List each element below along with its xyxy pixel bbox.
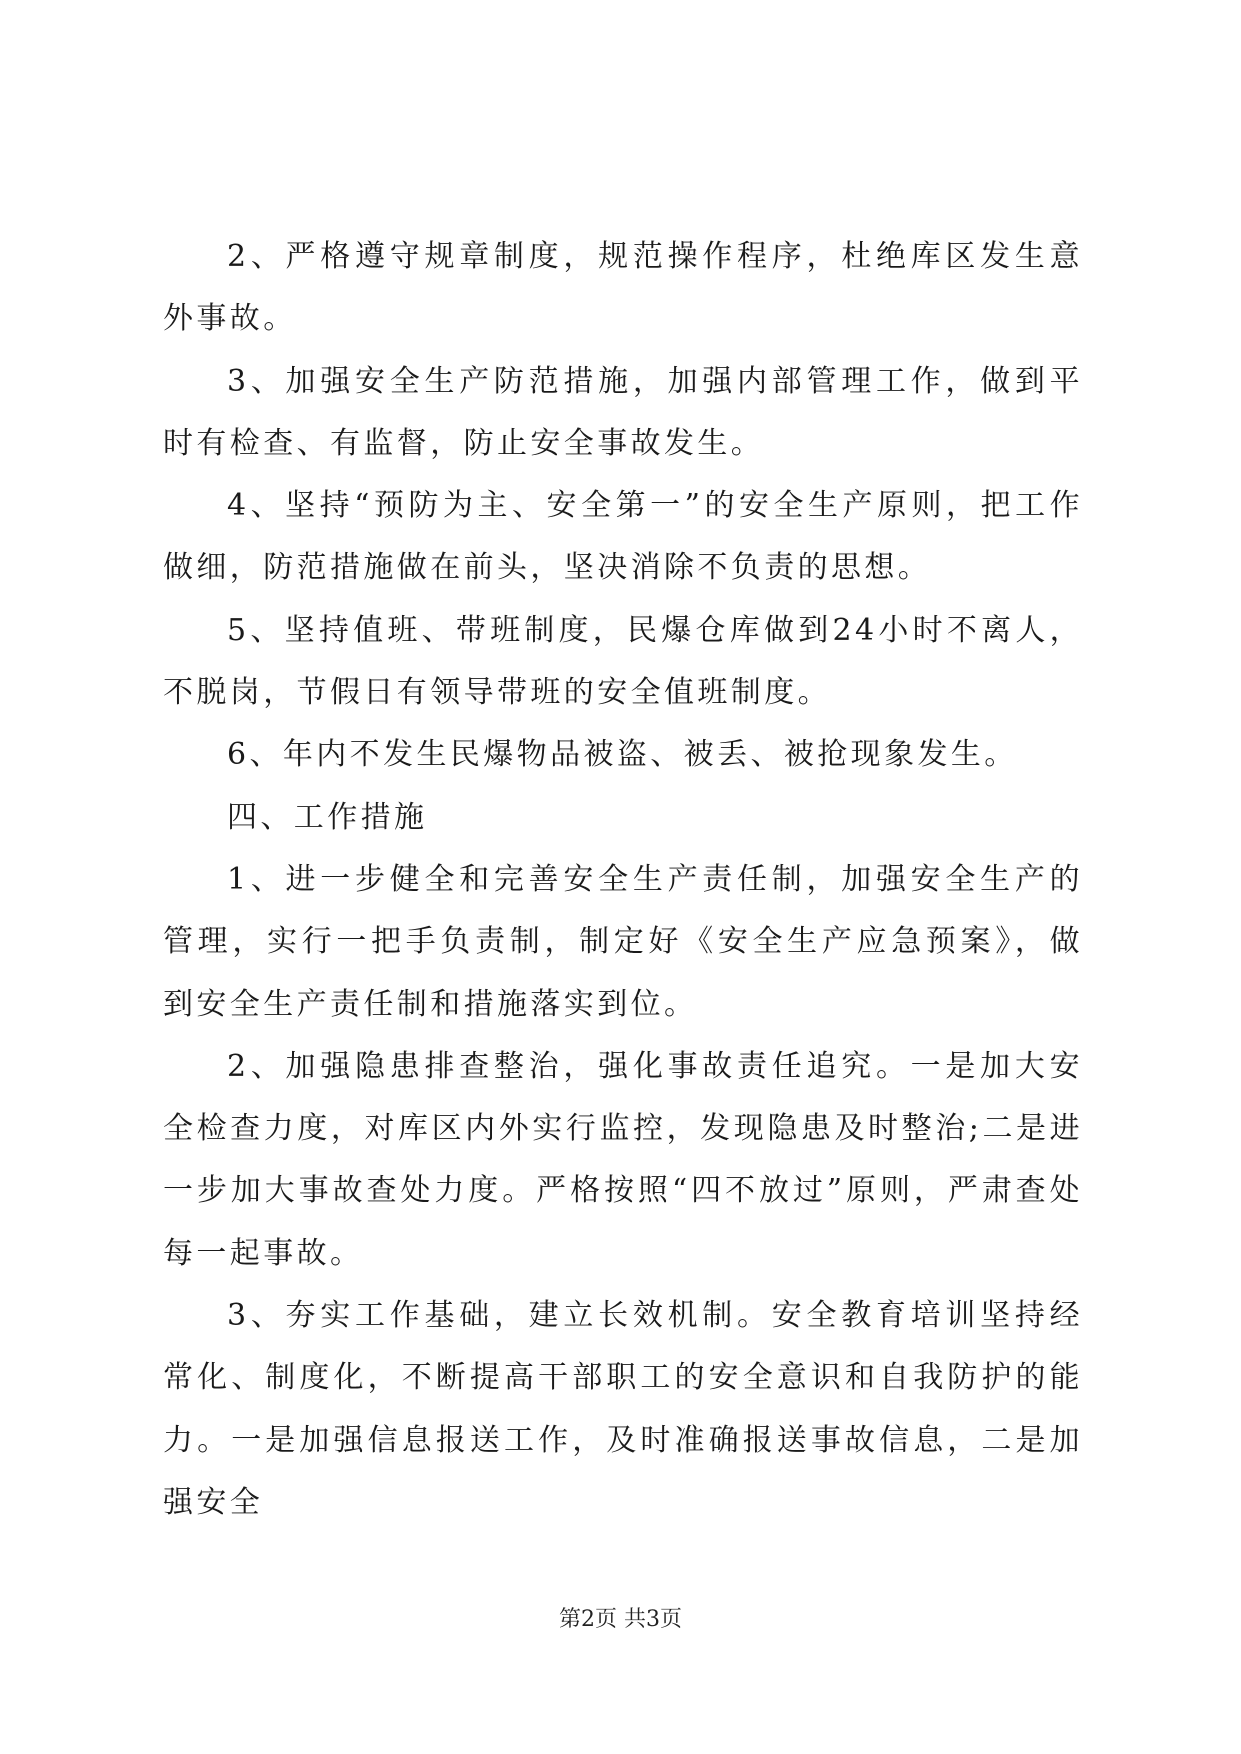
page-number-footer: 第2页 共3页	[559, 1607, 682, 1632]
paragraph: 6、年内不发生民爆物品被盗、被丢、被抢现象发生。	[227, 737, 1018, 773]
document-body	[163, 226, 1083, 1534]
paragraph: 2、加强隐患排查整治，强化事故责任追究。一是加大安全检查力度，对库区内外实行监控，发现隐患及时整治;二是进一步加大事故查处力度。严格按照“四不放过”原则，严肃查处每一起事故。	[163, 1048, 1083, 1271]
paragraph: 2、严格遵守规章制度，规范操作程序，杜绝库区发生意外事故。	[163, 239, 1083, 337]
paragraph: 4、坚持“预防为主、安全第一”的安全生产原则，把工作做细，防范措施做在前头，坚决消除不负责的思想。	[163, 488, 1083, 586]
section-heading: 四、工作措施	[227, 799, 428, 835]
paragraph: 3、夯实工作基础，建立长效机制。安全教育培训坚持经常化、制度化，不断提高干部职工的安全意识和自我防护的能力。一是加强信息报送工作，及时准确报送事故信息，二是加强安全	[163, 1298, 1083, 1520]
paragraph: 5、坚持值班、带班制度，民爆仓库做到24小时不离人，不脱岗，节假日有领导带班的安全值班制度。	[163, 612, 1083, 711]
paragraph: 3、加强安全生产防范措施，加强内部管理工作，做到平时有检查、有监督，防止安全事故发生。	[163, 363, 1083, 461]
paragraph: 1、进一步健全和完善安全生产责任制，加强安全生产的管理，实行一把手负责制，制定好《安全生产应急预案》，做到安全生产责任制和措施落实到位。	[163, 861, 1083, 1022]
